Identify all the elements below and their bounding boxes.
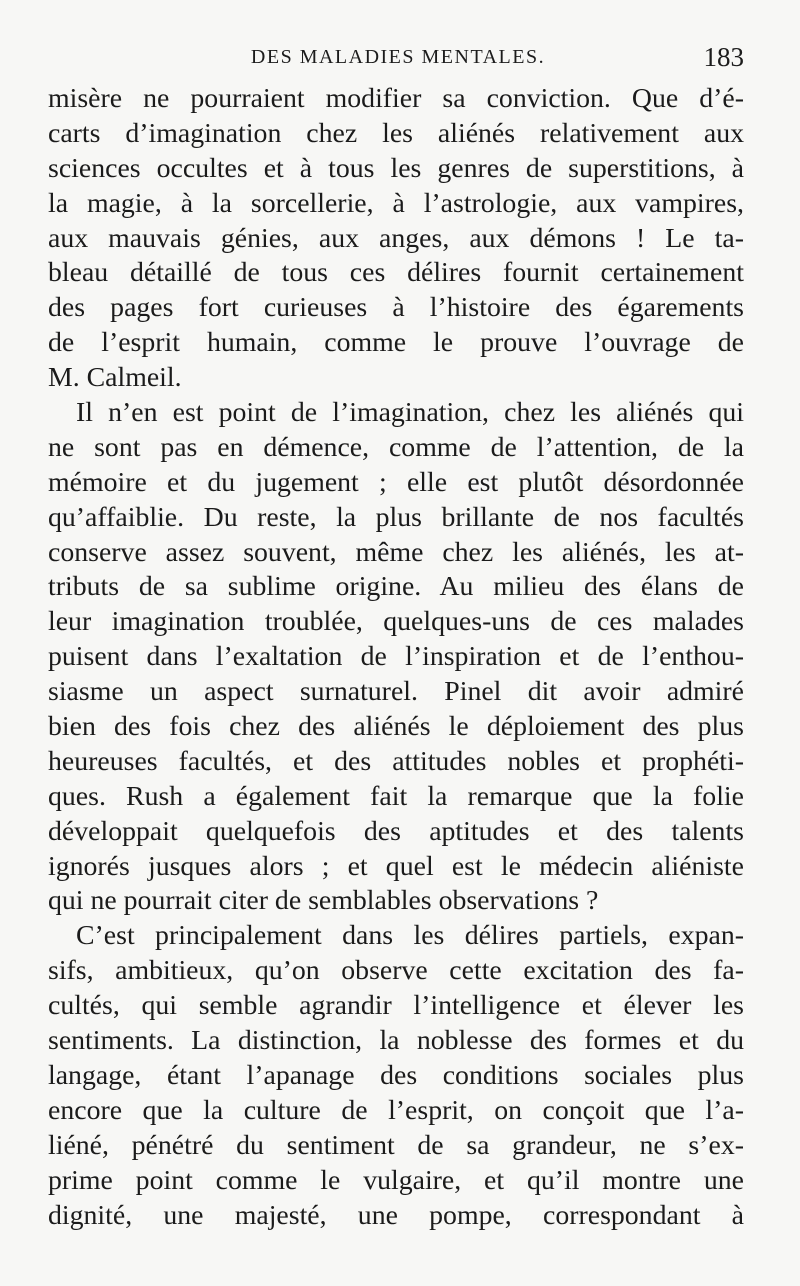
text-line: ignorés jusques alors ; et quel est le médecin aliéniste [48,850,744,882]
text-line: bleau détaillé de tous ces délires fournit certainement [48,257,744,289]
text-line: sciences occultes et à tous les genres de superstitions, à [48,152,744,184]
text-line: prime point comme le vulgaire, et qu’il montre une [48,1164,744,1196]
text-line: sentiments. La distinction, la noblesse des formes et du [48,1025,744,1057]
text-line: développait quelquefois des aptitudes et des talents [48,815,744,847]
text-line: liéné, pénétré du sentiment de sa grandeur, ne s’ex- [48,1129,744,1161]
text-line: cultés, qui semble agrandir l’intelligence et élever les [48,990,744,1022]
text-line: dignité, une majesté, une pompe, correspondant à [48,1199,744,1231]
text-line: carts d’imagination chez les aliénés relativement aux [48,117,744,149]
text-line: encore que la culture de l’esprit, on conçoit que l’a- [48,1094,744,1126]
text-line: aux mauvais génies, aux anges, aux démons ! Le ta- [48,222,744,254]
text-line: Il n’en est point de l’imagination, chez les aliénés qui [76,397,744,429]
text-line: misère ne pourraient modifier sa conviction. Que d’é- [48,83,744,114]
text-line: sifs, ambitieux, qu’on observe cette excitation des fa- [48,955,744,987]
body-text [48,82,744,1233]
running-head [48,42,748,78]
running-title: DES MALADIES MENTALES. [250,46,546,68]
text-line: heureuses facultés, et des attitudes nobles et prophéti- [48,745,744,777]
paragraph-1 [48,82,744,396]
page-number: 183 [703,42,744,72]
text-line: C’est principalement dans les délires partiels, expan- [76,920,744,952]
text-line: de l’esprit humain, comme le prouve l’ouvrage de [48,327,744,359]
text-line: puisent dans l’exaltation de l’inspiration et de l’enthou- [48,641,744,673]
text-line: conserve assez souvent, même chez les aliénés, les at- [48,536,744,568]
text-line: leur imagination troublée, quelques-uns de ces malades [48,606,744,638]
text-line: bien des fois chez des aliénés le déploiement des plus [48,711,744,743]
text-line: siasme un aspect surnaturel. Pinel dit avoir admiré [48,676,744,708]
text-line: ques. Rush a également fait la remarque que la folie [48,780,744,812]
text-line: qui ne pourrait citer de semblables observations ? [48,885,599,917]
text-line: mémoire et du jugement ; elle est plutôt désordonnée [48,466,744,498]
paragraph-2 [48,396,744,919]
text-line: langage, étant l’apanage des conditions sociales plus [48,1059,744,1091]
text-line: des pages fort curieuses à l’histoire des égarements [48,292,744,324]
text-line: ne sont pas en démence, comme de l’attention, de la [48,431,744,463]
text-line: la magie, à la sorcellerie, à l’astrologie, aux vampires, [48,187,744,219]
paragraph-3 [48,919,744,1233]
text-line: M. Calmeil. [48,362,182,394]
text-line: tributs de sa sublime origine. Au milieu des élans de [48,571,744,603]
text-line: qu’affaiblie. Du reste, la plus brillante de nos facultés [48,501,744,533]
